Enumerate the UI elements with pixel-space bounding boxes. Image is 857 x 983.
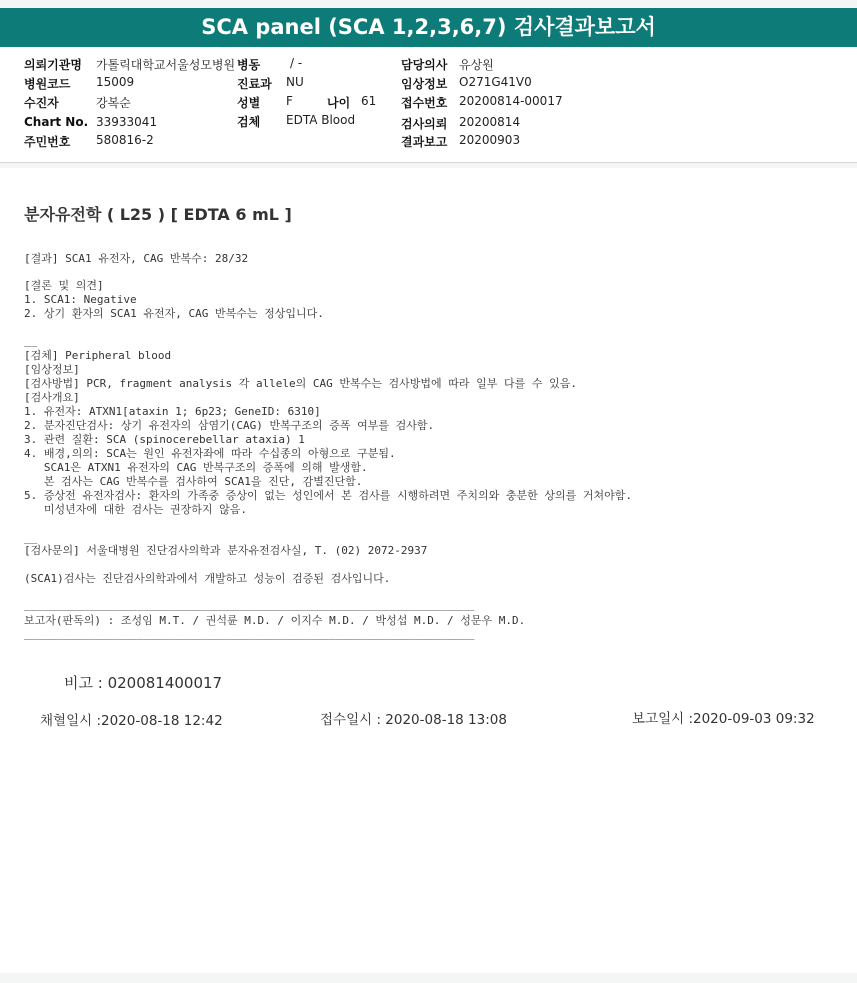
specimen-value: EDTA Blood xyxy=(286,113,356,127)
sex-value: F xyxy=(286,94,293,108)
dept-label: 진료과 xyxy=(237,77,272,91)
specimen-label: 검체 xyxy=(237,115,261,129)
doctor-value: 유상원 xyxy=(459,58,494,72)
development-note: (SCA1)검사는 진단검사의학과에서 개발하고 성능이 검증된 검사입니다. xyxy=(24,572,391,585)
sex-label: 성별 xyxy=(237,96,261,110)
chart-no-label: Chart No. xyxy=(24,115,89,129)
patient-info-header xyxy=(0,48,857,163)
separator-2: __ xyxy=(24,531,38,544)
request-value: 20200814 xyxy=(459,115,521,129)
hospital-code-value: 15009 xyxy=(96,75,135,89)
doctor-label: 담당의사 xyxy=(401,58,448,72)
remark: 비고 : 020081400017 xyxy=(64,674,223,692)
chart-no-value: 33933041 xyxy=(96,115,158,129)
hospital-code-label: 병원코드 xyxy=(24,77,71,91)
reporters-line: 보고자(판독의) : 조성임 M.T. / 권석륜 M.D. / 이지수 M.D. / 박성섭 M.D. / 성문우 M.D. xyxy=(24,614,526,627)
resident-no-value: 580816-2 xyxy=(96,133,154,147)
institution-value: 가톨릭대학교서울성모병원 xyxy=(96,58,236,72)
result-line: [결과] SCA1 유전자, CAG 반복수: 28/32 xyxy=(24,252,249,265)
age-value: 61 xyxy=(361,94,377,108)
ward-value: / - xyxy=(290,56,303,70)
report-title: SCA panel (SCA 1,2,3,6,7) 검사결과보고서 xyxy=(0,8,857,47)
rule-top: ____________________________________________________________________ xyxy=(24,598,475,611)
conclusion-block: [결론 및 의견] 1. SCA1: Negative 2. 상기 환자의 SCA1 유전자, CAG 반복수는 정상입니다. xyxy=(24,279,324,320)
report-date-value: 20200903 xyxy=(459,133,521,147)
section-title: 분자유전학 ( L25 ) [ EDTA 6 mL ] xyxy=(24,205,292,224)
rule-bottom: ____________________________________________________________________ xyxy=(24,627,475,640)
separator-1: __ xyxy=(24,334,38,347)
age-label: 나이 xyxy=(327,96,351,110)
dept-value: NU xyxy=(286,75,304,89)
report-body xyxy=(0,168,857,973)
recipient-label: 수진자 xyxy=(24,96,59,110)
receipt-no-value: 20200814-00017 xyxy=(459,94,563,108)
report-datetime: 보고일시 :2020-09-03 09:32 xyxy=(632,711,815,727)
report-date-label: 결과보고 xyxy=(401,135,448,149)
institution-label: 의뢰기관명 xyxy=(24,58,82,72)
ward-label: 병동 xyxy=(237,58,261,72)
recipient-value: 강복순 xyxy=(96,96,131,110)
collection-datetime: 채혈일시 :2020-08-18 12:42 xyxy=(40,713,223,729)
clinical-info-label: 임상정보 xyxy=(401,77,448,91)
resident-no-label: 주민번호 xyxy=(24,135,71,149)
inquiry-line: [검사문의] 서울대병원 진단검사의학과 분자유전검사실, T. (02) 2072-2937 xyxy=(24,544,428,557)
clinical-info-value: O271G41V0 xyxy=(459,75,532,89)
receipt-no-label: 접수번호 xyxy=(401,96,448,110)
details-block: [검체] Peripheral blood [임상정보] [검사방법] PCR, fragment analysis 각 allele의 CAG 반복수는 검사방법에 따라 일부 다를 수 있음. [검사개요] 1. 유전자: ATXN1[ataxin 1; 6p23; GeneID: 6310] 2. 분자진단검사: 상기 유전자의 삼염기(CAG) 반복구조의 증폭 여부를 검사함. 3. 관련 질환: SCA (spinocerebellar ataxia) 1 4. 배경,의의: SCA는 원인 유전자좌에 따라 수십종의 아형으로 구분됨. SCA1은 ATXN1 유전자의 CAG 반복구조의 증폭에 의해 발생함. 본 검사는 CAG 반복수를 검사하여 SCA1을 진단, 감별진단함. 5. 증상전 유전자검사: 환자의 가족중 증상이 없는 성인에서 본 검사를 시행하려면 주치의와 충분한 상의를 거쳐야함. 미성년자에 대한 검사는 권장하지 않음. xyxy=(24,349,632,516)
receipt-datetime: 접수일시 : 2020-08-18 13:08 xyxy=(320,712,507,728)
request-label: 검사의뢰 xyxy=(401,117,448,131)
